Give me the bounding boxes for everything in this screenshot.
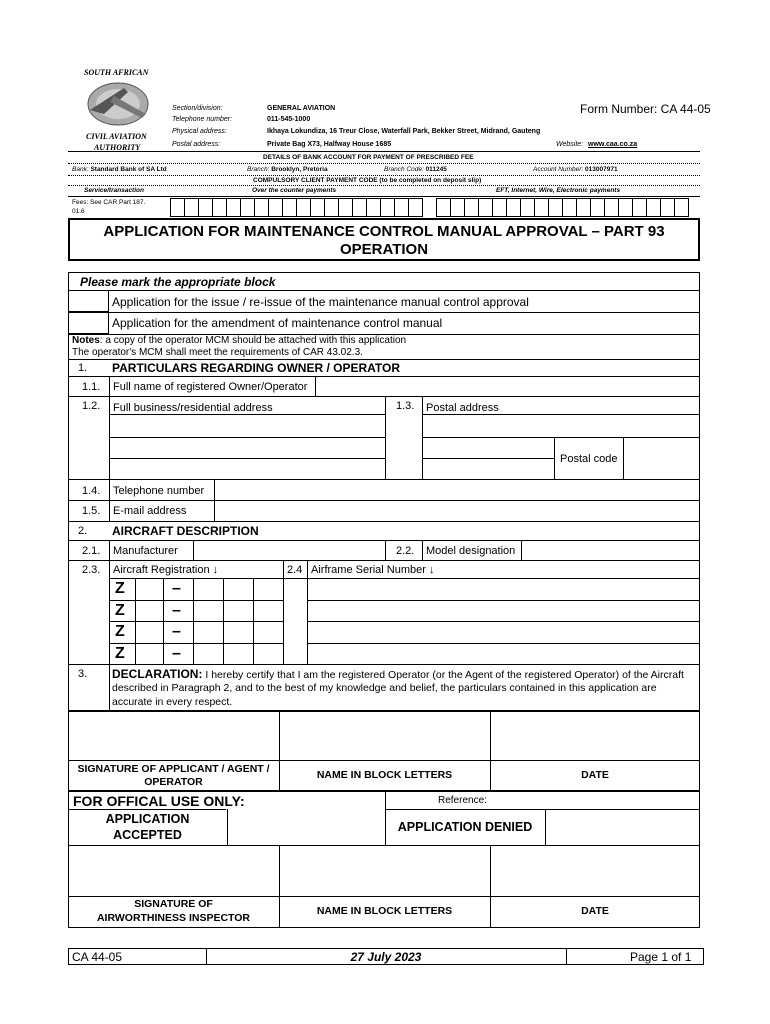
- owner-name-label: Full name of registered Owner/Operator: [113, 381, 308, 393]
- reg-prefix-3: Z: [115, 623, 125, 640]
- section-label: Section/division:: [172, 105, 223, 112]
- item-1-4-number: 1.4.: [82, 485, 101, 497]
- website-label: Website:: [556, 141, 584, 148]
- footer-page-number: Page 1 of 1: [630, 950, 692, 964]
- address-line-2[interactable]: [110, 438, 385, 458]
- applicant-signature-label-2: OPERATOR: [144, 776, 203, 788]
- fees-line1: Fees: See CAR Part 187.: [72, 199, 146, 206]
- bank-label: Bank:: [72, 166, 89, 173]
- applicant-signature-field[interactable]: [69, 711, 279, 760]
- physical-label: Physical address:: [172, 128, 227, 135]
- section2-number: 2.: [78, 525, 88, 537]
- fees-line2: 01.6: [72, 208, 85, 215]
- branch-code-value: 011245: [425, 166, 447, 173]
- postal-label: Postal address:: [172, 141, 221, 148]
- service-label: Service/transaction: [84, 187, 144, 194]
- denied-mark-field[interactable]: [546, 810, 700, 845]
- counter-label: Over the counter payments: [252, 187, 337, 194]
- inspector-name-field[interactable]: [280, 846, 490, 896]
- inspector-signature-label-2: AIRWORTHINESS INSPECTOR: [96, 912, 251, 924]
- section1-number: 1.: [78, 362, 88, 374]
- model-designation-label: Model designation: [426, 545, 516, 557]
- owner-name-field[interactable]: [316, 377, 700, 395]
- postal-code-label: Postal code: [560, 453, 618, 465]
- reg-dash-4: –: [172, 645, 181, 662]
- inspector-date-label: DATE: [581, 905, 609, 917]
- telephone-number-label: Telephone number: [113, 485, 205, 497]
- declaration-text-1: I hereby certify that I am the registered Operator (or the Agent of the registered Operator) of the Aircraft: [202, 669, 684, 681]
- manufacturer-field[interactable]: [194, 541, 385, 559]
- telephone-value: 011-545-1000: [267, 116, 311, 123]
- option-amend-label: Application for the amendment of maintenance control manual: [112, 316, 443, 330]
- item-2-3-number: 2.3.: [82, 564, 101, 576]
- model-designation-field[interactable]: [522, 541, 700, 559]
- applicant-date-field[interactable]: [491, 711, 700, 760]
- compulsory-code-title: COMPULSORY CLIENT PAYMENT CODE (to be completed on deposit slip): [253, 177, 482, 184]
- business-address-label: Full business/residential address: [113, 402, 273, 414]
- address-line-1[interactable]: [110, 415, 385, 437]
- website-link[interactable]: www.caa.co.za: [588, 141, 638, 148]
- mark-block-instruction: Please mark the appropriate block: [80, 275, 276, 289]
- org-name-line2: AUTHORITY: [94, 143, 141, 152]
- item-1-2-number: 1.2.: [82, 400, 101, 412]
- reg-prefix-4: Z: [115, 645, 125, 662]
- declaration-text-2: described in Paragraph 2, and to the best of my knowledge and belief, the particulars contained in this application are: [112, 682, 657, 694]
- account-label: Account Number:: [533, 166, 584, 173]
- applicant-name-label: NAME IN BLOCK LETTERS: [316, 769, 453, 781]
- branch-label: Branch:: [247, 166, 270, 173]
- option-issue-label: Application for the issue / re-issue of the maintenance manual control approval: [112, 295, 529, 309]
- item-1-1-number: 1.1.: [82, 381, 101, 393]
- section1-title: PARTICULARS REGARDING OWNER / OPERATOR: [112, 361, 401, 375]
- footer-form-code: CA 44-05: [72, 950, 123, 964]
- applicant-date-label: DATE: [581, 769, 609, 781]
- org-name-line1: CIVIL AVIATION: [86, 132, 147, 141]
- section3-number: 3.: [78, 668, 88, 680]
- item-2-4-number: 2.4: [287, 564, 303, 576]
- reg-dash-1: –: [172, 580, 181, 597]
- inspector-date-field[interactable]: [491, 846, 700, 896]
- serial-number-label: Airframe Serial Number ↓: [311, 564, 435, 576]
- official-use-title: FOR OFFICAL USE ONLY:: [73, 793, 245, 809]
- email-field[interactable]: [215, 501, 700, 521]
- reg-dash-3: –: [172, 623, 181, 640]
- postal-line-1[interactable]: [423, 415, 700, 437]
- reg-prefix-2: Z: [115, 602, 125, 619]
- physical-value: Ikhaya Lokundiza, 16 Treur Close, Waterfall Park, Bekker Street, Midrand, Gauteng: [267, 128, 541, 135]
- applicant-signature-label: SIGNATURE OF APPLICANT / AGENT /: [77, 763, 270, 775]
- amend-checkbox[interactable]: [68, 312, 109, 334]
- org-name-top: SOUTH AFRICAN: [84, 68, 149, 77]
- address-line-3[interactable]: [110, 459, 385, 479]
- application-denied-label: APPLICATION DENIED: [397, 820, 533, 834]
- reg-dash-2: –: [172, 602, 181, 619]
- item-1-3-number: 1.3.: [396, 400, 415, 412]
- issue-checkbox[interactable]: [68, 290, 109, 312]
- declaration-label: DECLARATION:: [112, 667, 203, 681]
- inspector-signature-field[interactable]: [69, 846, 279, 896]
- item-2-1-number: 2.1.: [82, 545, 101, 557]
- inspector-name-label: NAME IN BLOCK LETTERS: [316, 905, 453, 917]
- notes-line1: : a copy of the operator MCM should be attached with this application: [99, 335, 407, 346]
- caa-logo-icon: [84, 80, 154, 135]
- postal-line-2[interactable]: [423, 438, 553, 458]
- postal-value: Private Bag X73, Halfway House 1685: [267, 141, 392, 148]
- section2-title: AIRCRAFT DESCRIPTION: [112, 524, 259, 538]
- page-title: APPLICATION FOR MAINTENANCE CONTROL MANUAL APPROVAL – PART 93: [103, 223, 665, 240]
- account-value: 013007971: [585, 166, 618, 173]
- page-title-line2: OPERATION: [339, 241, 429, 258]
- serial-number-fields[interactable]: [308, 579, 700, 664]
- branch-value: Brooklyn, Pretoria: [271, 166, 328, 173]
- notes-line2: The operator's MCM shall meet the requirements of CAR 43.02.3.: [72, 347, 363, 358]
- branch-code-label: Branch Code:: [384, 166, 424, 173]
- declaration-text-3: accurate in every respect.: [112, 696, 233, 708]
- manufacturer-label: Manufacturer: [113, 545, 178, 557]
- application-accepted-label-2: ACCEPTED: [113, 828, 182, 842]
- application-accepted-label: APPLICATION: [105, 812, 190, 826]
- telephone-number-field[interactable]: [215, 480, 700, 499]
- email-label: E-mail address: [113, 505, 187, 517]
- registration-label: Aircraft Registration ↓: [113, 564, 219, 576]
- section-value: GENERAL AVIATION: [267, 105, 336, 112]
- accepted-mark-field[interactable]: [228, 810, 385, 845]
- registration-letter-cells[interactable]: [136, 579, 163, 664]
- item-1-5-number: 1.5.: [82, 505, 101, 517]
- applicant-name-field[interactable]: [280, 711, 490, 760]
- reg-prefix-1: Z: [115, 580, 125, 597]
- inspector-signature-label: SIGNATURE OF: [134, 898, 213, 910]
- notes-label: Notes: [72, 335, 100, 346]
- form-number: Form Number: CA 44-05: [580, 102, 711, 116]
- footer-date: 27 July 2023: [350, 950, 422, 964]
- telephone-label: Telephone number:: [172, 116, 233, 123]
- bank-value: Standard Bank of SA Ltd: [90, 166, 167, 173]
- eft-label: EFT, Internet, Wire, Electronic payments: [496, 187, 621, 194]
- reference-label: Reference:: [438, 795, 487, 806]
- postal-code-field[interactable]: [624, 438, 700, 479]
- registration-suffix-cells[interactable]: [194, 579, 283, 664]
- postal-address-label: Postal address: [426, 402, 499, 414]
- item-2-2-number: 2.2.: [396, 545, 415, 557]
- bank-title: DETAILS OF BANK ACCOUNT FOR PAYMENT OF PRESCRIBED FEE: [263, 154, 474, 161]
